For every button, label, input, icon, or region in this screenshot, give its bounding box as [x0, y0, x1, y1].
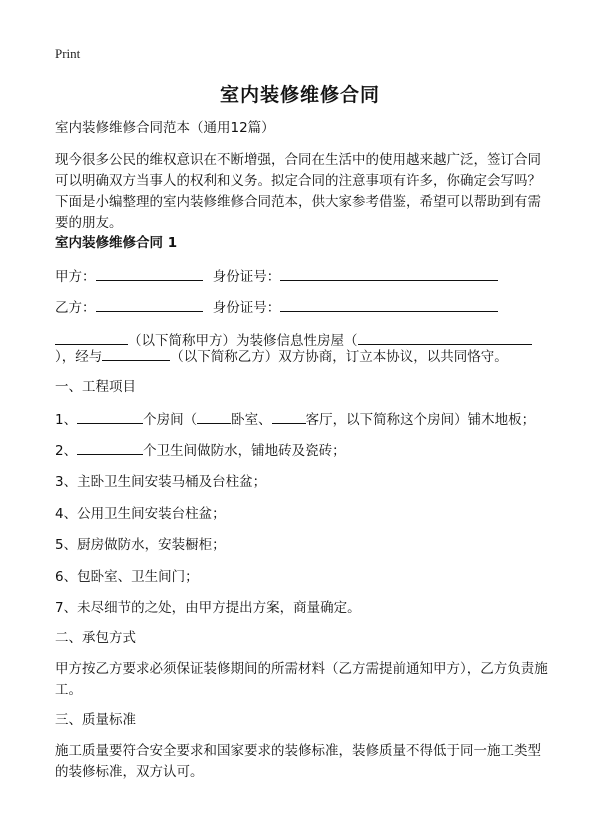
- list-item: 6、包卧室、卫生间门；: [55, 569, 199, 585]
- house-info-blank: [358, 330, 532, 345]
- agreement-text-3: （以下简称乙方）双方协商，订立本协议，以共同恪守。: [170, 349, 508, 365]
- party-b-row: [55, 297, 498, 319]
- heading-quality-standard: 三、质量标准: [55, 712, 136, 728]
- party-b-label: 乙方：: [55, 300, 96, 316]
- agreement-text-1: （以下简称甲方）为装修信息性房屋（: [128, 333, 358, 349]
- bathroom-count-blank: [77, 440, 143, 455]
- party-a-id-label: 身份证号：: [212, 269, 281, 285]
- heading-contract-method: 二、承包方式: [55, 630, 136, 646]
- quality-standard-paragraph: 施工质量要符合安全要求和国家要求的装修标准，装修质量不得低于同一施工类型的装修标准，双方认可。: [55, 743, 541, 780]
- list-item: 7、未尽细节的之处，由甲方提出方案，商量确定。: [55, 600, 361, 616]
- heading-project: 一、工程项目: [55, 379, 136, 395]
- list-item: 5、厨房做防水，安装橱柜；: [55, 537, 226, 553]
- party-b-id-blank: [280, 297, 498, 312]
- print-link[interactable]: Print: [55, 46, 81, 61]
- living-room-count-blank: [272, 409, 306, 424]
- section-heading: 室内装修维修合同 1: [55, 235, 178, 251]
- agreement-party-a-blank: [55, 330, 128, 345]
- page-title: 室内装修维修合同: [219, 84, 380, 106]
- intro-paragraph: 现今很多公民的维权意识在不断增强，合同在生活中的使用越来越广泛，签订合同可以明确双方当事人的权利和义务。拟定合同的注意事项有许多，你确定会写吗？下面是小编整理的室内装修维修合同范本，供大家参考借鉴，希望可以帮助到有需要的朋友。: [55, 152, 541, 231]
- party-a-row: [55, 266, 498, 288]
- party-b-name-blank: [96, 297, 203, 312]
- party-a-name-blank: [96, 266, 203, 281]
- party-a-id-blank: [280, 266, 498, 281]
- list-item: 1、 个房间（ 卧室、 客厅，以下简称这个房间）铺木地板；: [55, 409, 535, 431]
- list-item: 4、公用卫生间安装台柱盆；: [55, 506, 226, 522]
- party-a-label: 甲方：: [55, 269, 96, 285]
- bedroom-count-blank: [197, 409, 231, 424]
- agreement-line-2: [55, 346, 508, 368]
- agreement-party-b-blank: [102, 346, 170, 361]
- list-item: 3、主卧卫生间安装马桶及台柱盆；: [55, 474, 267, 490]
- room-count-blank: [77, 409, 143, 424]
- contract-method-paragraph: 甲方按乙方要求必须保证装修期间的所需材料（乙方需提前通知甲方），乙方负责施工。: [55, 661, 548, 698]
- agreement-text-2: ），经与: [55, 349, 103, 365]
- subtitle: 室内装修维修合同范本（通用12篇）: [55, 120, 275, 136]
- list-item: 2、 个卫生间做防水，铺地砖及瓷砖；: [55, 440, 346, 462]
- party-b-id-label: 身份证号：: [212, 300, 281, 316]
